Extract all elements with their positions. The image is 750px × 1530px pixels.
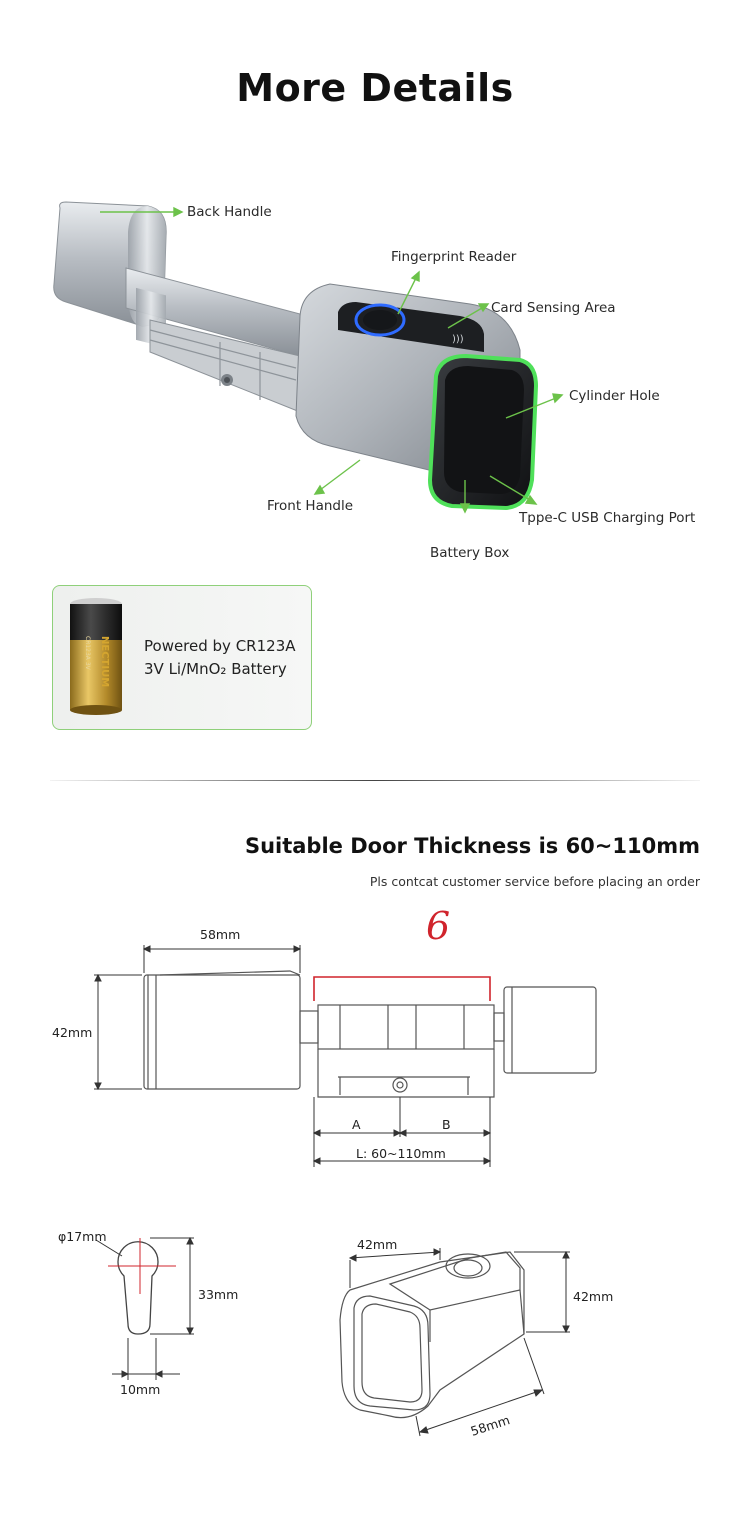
callout-front-handle: Front Handle bbox=[267, 498, 354, 514]
dim-height-42: 42mm bbox=[52, 1025, 93, 1040]
isometric-drawing bbox=[320, 1230, 620, 1450]
keyhole-drawing bbox=[0, 1220, 260, 1390]
callout-fingerprint-reader: Fingerprint Reader bbox=[391, 249, 517, 265]
callout-cylinder-hole: Cylinder Hole bbox=[569, 388, 660, 404]
battery-model-label: CR123A 3V bbox=[84, 636, 91, 670]
dim-width-58: 58mm bbox=[200, 927, 241, 942]
callout-card-sensing-area: Card Sensing Area bbox=[491, 300, 616, 316]
dim-height-33: 33mm bbox=[198, 1287, 239, 1302]
thickness-title: Suitable Door Thickness is 60~110mm bbox=[244, 834, 700, 858]
battery-image bbox=[64, 596, 128, 718]
dim-iso-42-right: 42mm bbox=[573, 1289, 614, 1304]
battery-line-1: Powered by CR123A bbox=[144, 637, 296, 655]
callout-back-handle: Back Handle bbox=[187, 204, 272, 220]
callout-battery-box: Battery Box bbox=[430, 545, 510, 561]
door-thickness-annotation bbox=[314, 977, 490, 1001]
side-view-drawing bbox=[0, 905, 750, 1175]
thickness-subtitle: Pls contcat customer service before placing an order bbox=[369, 874, 700, 889]
section-divider bbox=[50, 780, 700, 781]
dim-phi-17: φ17mm bbox=[58, 1229, 107, 1244]
dim-segment-b: B bbox=[442, 1117, 451, 1132]
battery-description bbox=[144, 635, 296, 681]
battery-brand-label: NECTIUM bbox=[99, 636, 110, 688]
svg-text:))): ))) bbox=[452, 334, 464, 345]
dim-length: L: 60~110mm bbox=[356, 1146, 446, 1161]
dim-width-10: 10mm bbox=[120, 1382, 161, 1397]
dim-iso-42-top: 42mm bbox=[357, 1237, 398, 1252]
callout-usb-port: Tppe-C USB Charging Port bbox=[519, 510, 696, 526]
battery-line-2: 3V Li/MnO₂ Battery bbox=[144, 660, 287, 678]
dim-iso-58: 58mm bbox=[468, 1412, 512, 1439]
red-annotation-6: 6 bbox=[426, 904, 451, 948]
dim-segment-a: A bbox=[352, 1117, 361, 1132]
page-title: More Details bbox=[236, 66, 514, 110]
